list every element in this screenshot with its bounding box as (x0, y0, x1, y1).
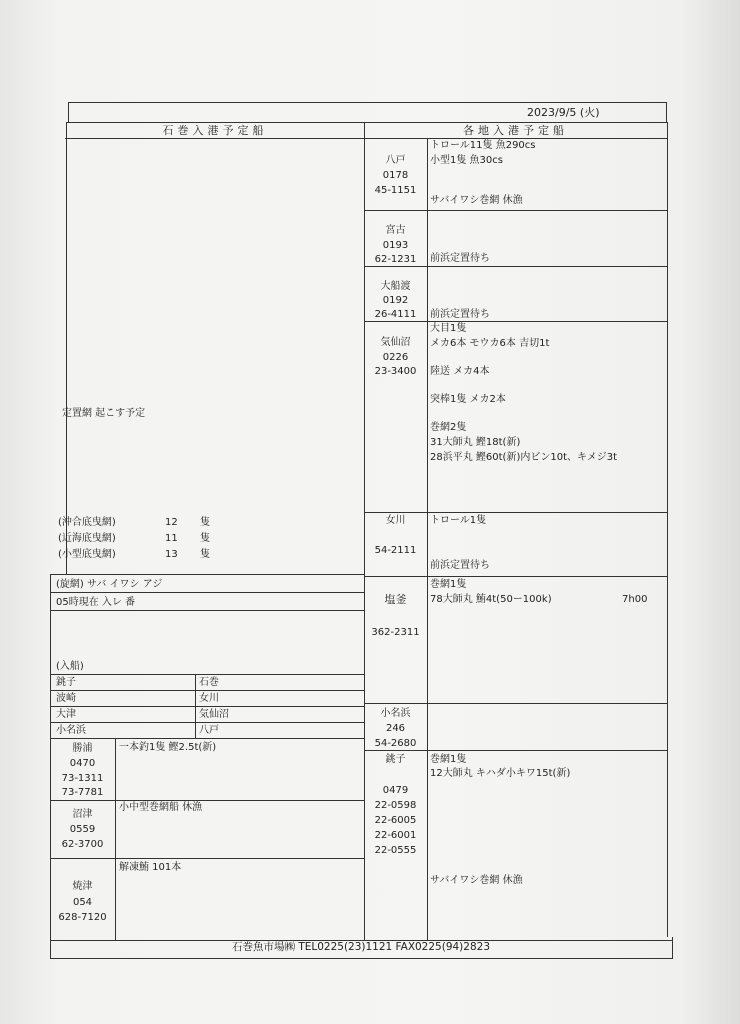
sep-shiogama-notes (427, 703, 667, 704)
left-port-code: 0470 (69, 758, 96, 769)
right-port-note: 小型1隻 魚30cs (430, 155, 503, 166)
frame-left-top (68, 102, 69, 122)
ports-table-cell: 石巻 (199, 677, 219, 688)
sep-status (50, 610, 364, 611)
right-port-name: 大船渡 (380, 281, 411, 292)
right-port-name: 女川 (385, 515, 406, 526)
right-port-note: 31大師丸 鰹18t(新) (430, 437, 521, 448)
sep-onagawa (364, 576, 667, 577)
sep-onahama (364, 750, 667, 751)
right-port-note: トロール11隻 魚290cs (430, 140, 536, 151)
trawl-unit-1: 隻 (200, 517, 210, 528)
left-port-code: 0559 (69, 824, 96, 835)
right-port-phone: 62-1231 (374, 254, 417, 265)
right-port-note: 78大師丸 鮪4t(50ー100k) (430, 594, 552, 605)
sep-numazu (50, 858, 364, 859)
sep-trawl (50, 574, 364, 575)
ports-table-cell: 気仙沼 (199, 709, 229, 720)
date-row-bottom (66, 122, 667, 123)
trawl-count-2: 11 (165, 533, 178, 544)
left-port-phone: 73-1311 (61, 773, 104, 784)
right-port-note: 巻網1隻 (430, 579, 467, 590)
header-left: 石巻入港予定船 (162, 124, 268, 137)
right-port-phone: 22-0598 (374, 800, 417, 811)
left-port-note: 小中型巻網船 休漁 (119, 802, 203, 813)
left-port-divider (115, 738, 116, 940)
right-port-phone: 22-0555 (374, 845, 417, 856)
right-port-phone: 54-2111 (374, 545, 417, 556)
right-port-phone: 22-6005 (374, 815, 417, 826)
trawl-type-1: (沖合底曳網) (58, 517, 116, 528)
right-port-note: サバイワシ巻網 休漁 (430, 875, 523, 886)
right-port-note: サバイワシ巻網 休漁 (430, 195, 523, 206)
right-port-code: 0192 (382, 295, 409, 306)
sep-row1 (50, 690, 364, 691)
status-time: 05時現在 入レ 番 (56, 597, 136, 608)
left-port-note: 解凍鮪 101本 (119, 862, 182, 873)
right-port-note: 7h00 (622, 594, 648, 605)
sep-hachinohe (364, 210, 667, 211)
right-port-name: 八戸 (385, 155, 406, 166)
frame-top (68, 102, 666, 103)
left-port-phone: 628-7120 (58, 912, 107, 923)
right-port-note: 前浜定置待ち (430, 560, 490, 571)
nyusen-label: (入船) (56, 661, 84, 672)
ports-table-divider (195, 674, 196, 738)
right-border-footer (672, 937, 673, 959)
teichi-plan: 定置網 起こす予定 (62, 408, 146, 419)
sep-makiami (50, 592, 364, 593)
right-port-phone: 22-6001 (374, 830, 417, 841)
sep-shiogama (364, 703, 427, 704)
right-port-note: メカ6本 モウカ6本 吉切1t (430, 338, 550, 349)
ports-table-cell: 大津 (56, 709, 76, 720)
right-port-code: 0226 (382, 352, 409, 363)
footer-contact: 石巻魚市場㈱ TEL0225(23)1121 FAX0225(94)2823 (231, 941, 491, 953)
right-port-code: 246 (385, 723, 406, 734)
right-port-note: 突棒1隻 メカ2本 (430, 394, 506, 405)
sep-row2 (50, 706, 364, 707)
right-port-code: 0178 (382, 170, 409, 181)
left-port-code: 054 (72, 897, 93, 908)
left-port-name: 沼津 (72, 809, 93, 820)
right-port-note: 巻網2隻 (430, 422, 467, 433)
sep-kesennuma (364, 512, 667, 513)
right-port-note: 12大師丸 キハダ小キワ15t(新) (430, 768, 571, 779)
trawl-count-1: 12 (165, 517, 178, 528)
left-port-phone: 73-7781 (61, 787, 104, 798)
right-port-name: 銚子 (385, 754, 406, 765)
left-port-phone: 62-3700 (61, 839, 104, 850)
right-port-note: 巻網1隻 (430, 754, 467, 765)
trawl-unit-2: 隻 (200, 533, 210, 544)
header-right: 各地入港予定船 (463, 124, 568, 137)
right-port-phone: 45-1151 (374, 185, 417, 196)
ports-table-cell: 小名浜 (56, 725, 86, 736)
right-port-code: 0479 (382, 785, 409, 796)
ports-table-cell: 女川 (199, 693, 219, 704)
right-port-name: 気仙沼 (380, 337, 411, 348)
header-row-bottom (65, 138, 667, 139)
right-port-note: 大目1隻 (430, 323, 467, 334)
trawl-unit-3: 隻 (200, 549, 210, 560)
sep-katsuura (50, 800, 364, 801)
sep-row4 (50, 738, 364, 739)
sep-nyusen (50, 674, 364, 675)
left-port-name: 焼津 (72, 881, 93, 892)
ports-table-cell: 銚子 (56, 677, 76, 688)
left-border-upper (66, 122, 67, 574)
right-inner-divider (427, 138, 428, 940)
right-port-code: 0193 (382, 240, 409, 251)
sep-ofunato (364, 321, 667, 322)
right-port-phone: 54-2680 (374, 738, 417, 749)
right-port-note: 前浜定置待ち (430, 309, 490, 320)
right-port-name: 宮古 (385, 225, 406, 236)
right-port-phone: 23-3400 (374, 366, 417, 377)
report-date: 2023/9/5 (火) (527, 106, 600, 119)
trawl-type-2: (近海底曳網) (58, 533, 116, 544)
sep-row3 (50, 722, 364, 723)
trawl-type-3: (小型底曳網) (58, 549, 116, 560)
footer-bottom (50, 958, 672, 959)
right-border (667, 122, 668, 937)
frame-right-top (666, 102, 667, 122)
left-port-name: 勝浦 (72, 743, 93, 754)
right-port-note: 陸送 メカ4本 (430, 366, 490, 377)
right-port-phone: 26-4111 (374, 309, 417, 320)
right-port-phone: 362-2311 (371, 627, 420, 638)
right-port-name: 小名浜 (380, 708, 411, 719)
left-port-note: 一本釣1隻 鰹2.5t(新) (119, 742, 217, 753)
right-port-note: 前浜定置待ち (430, 253, 490, 264)
right-port-name: 塩釜 (384, 593, 407, 606)
ports-table-cell: 波崎 (56, 693, 76, 704)
trawl-count-3: 13 (165, 549, 178, 560)
right-port-note: 28浜平丸 鰹60t(新)内ビン10t、キメジ3t (430, 452, 618, 463)
makiami-species: (旋網) サバ イワシ アジ (56, 579, 163, 590)
right-port-note: トロール1隻 (430, 515, 487, 526)
ports-table-cell: 八戸 (199, 725, 219, 736)
sep-miyako (364, 266, 667, 267)
